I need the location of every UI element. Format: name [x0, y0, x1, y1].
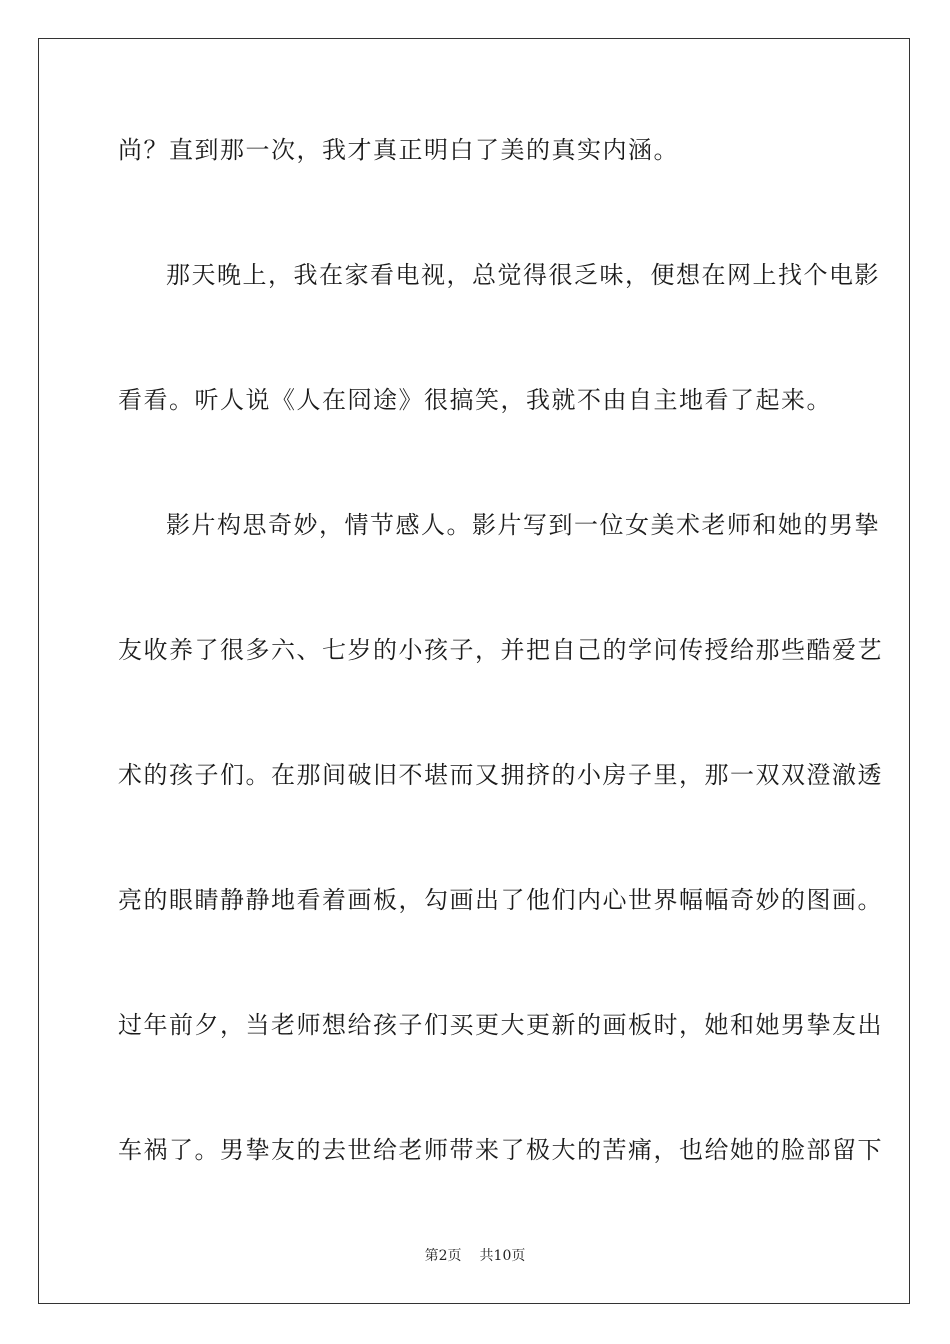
paragraph-line: 车祸了。男挚友的去世给老师带来了极大的苦痛，也给她的脸部留下 — [118, 1136, 883, 1164]
paragraph-line: 过年前夕，当老师想给孩子们买更大更新的画板时，她和她男挚友出 — [118, 1011, 883, 1039]
paragraph-line: 术的孩子们。在那间破旧不堪而又拥挤的小房子里，那一双双澄澈透 — [118, 761, 883, 789]
paragraph-line: 看看。听人说《人在冏途》很搞笑，我就不由自主地看了起来。 — [118, 386, 832, 414]
paragraph-line: 亮的眼睛静静地看着画板，勾画出了他们内心世界幅幅奇妙的图画。 — [118, 886, 883, 914]
page-total: 共10页 — [479, 1248, 526, 1264]
paragraph-line: 影片构思奇妙，情节感人。影片写到一位女美术老师和她的男挚 — [166, 511, 880, 539]
paragraph-line: 那天晚上，我在家看电视，总觉得很乏味，便想在网上找个电影 — [166, 261, 880, 289]
page-footer — [0, 1245, 950, 1265]
paragraph-line: 尚？直到那一次，我才真正明白了美的真实内涵。 — [118, 136, 679, 164]
paragraph-line: 友收养了很多六、七岁的小孩子，并把自己的学问传授给那些酷爱艺 — [118, 636, 883, 664]
page-border — [38, 38, 910, 1304]
page-number: 第2页 — [424, 1248, 462, 1264]
